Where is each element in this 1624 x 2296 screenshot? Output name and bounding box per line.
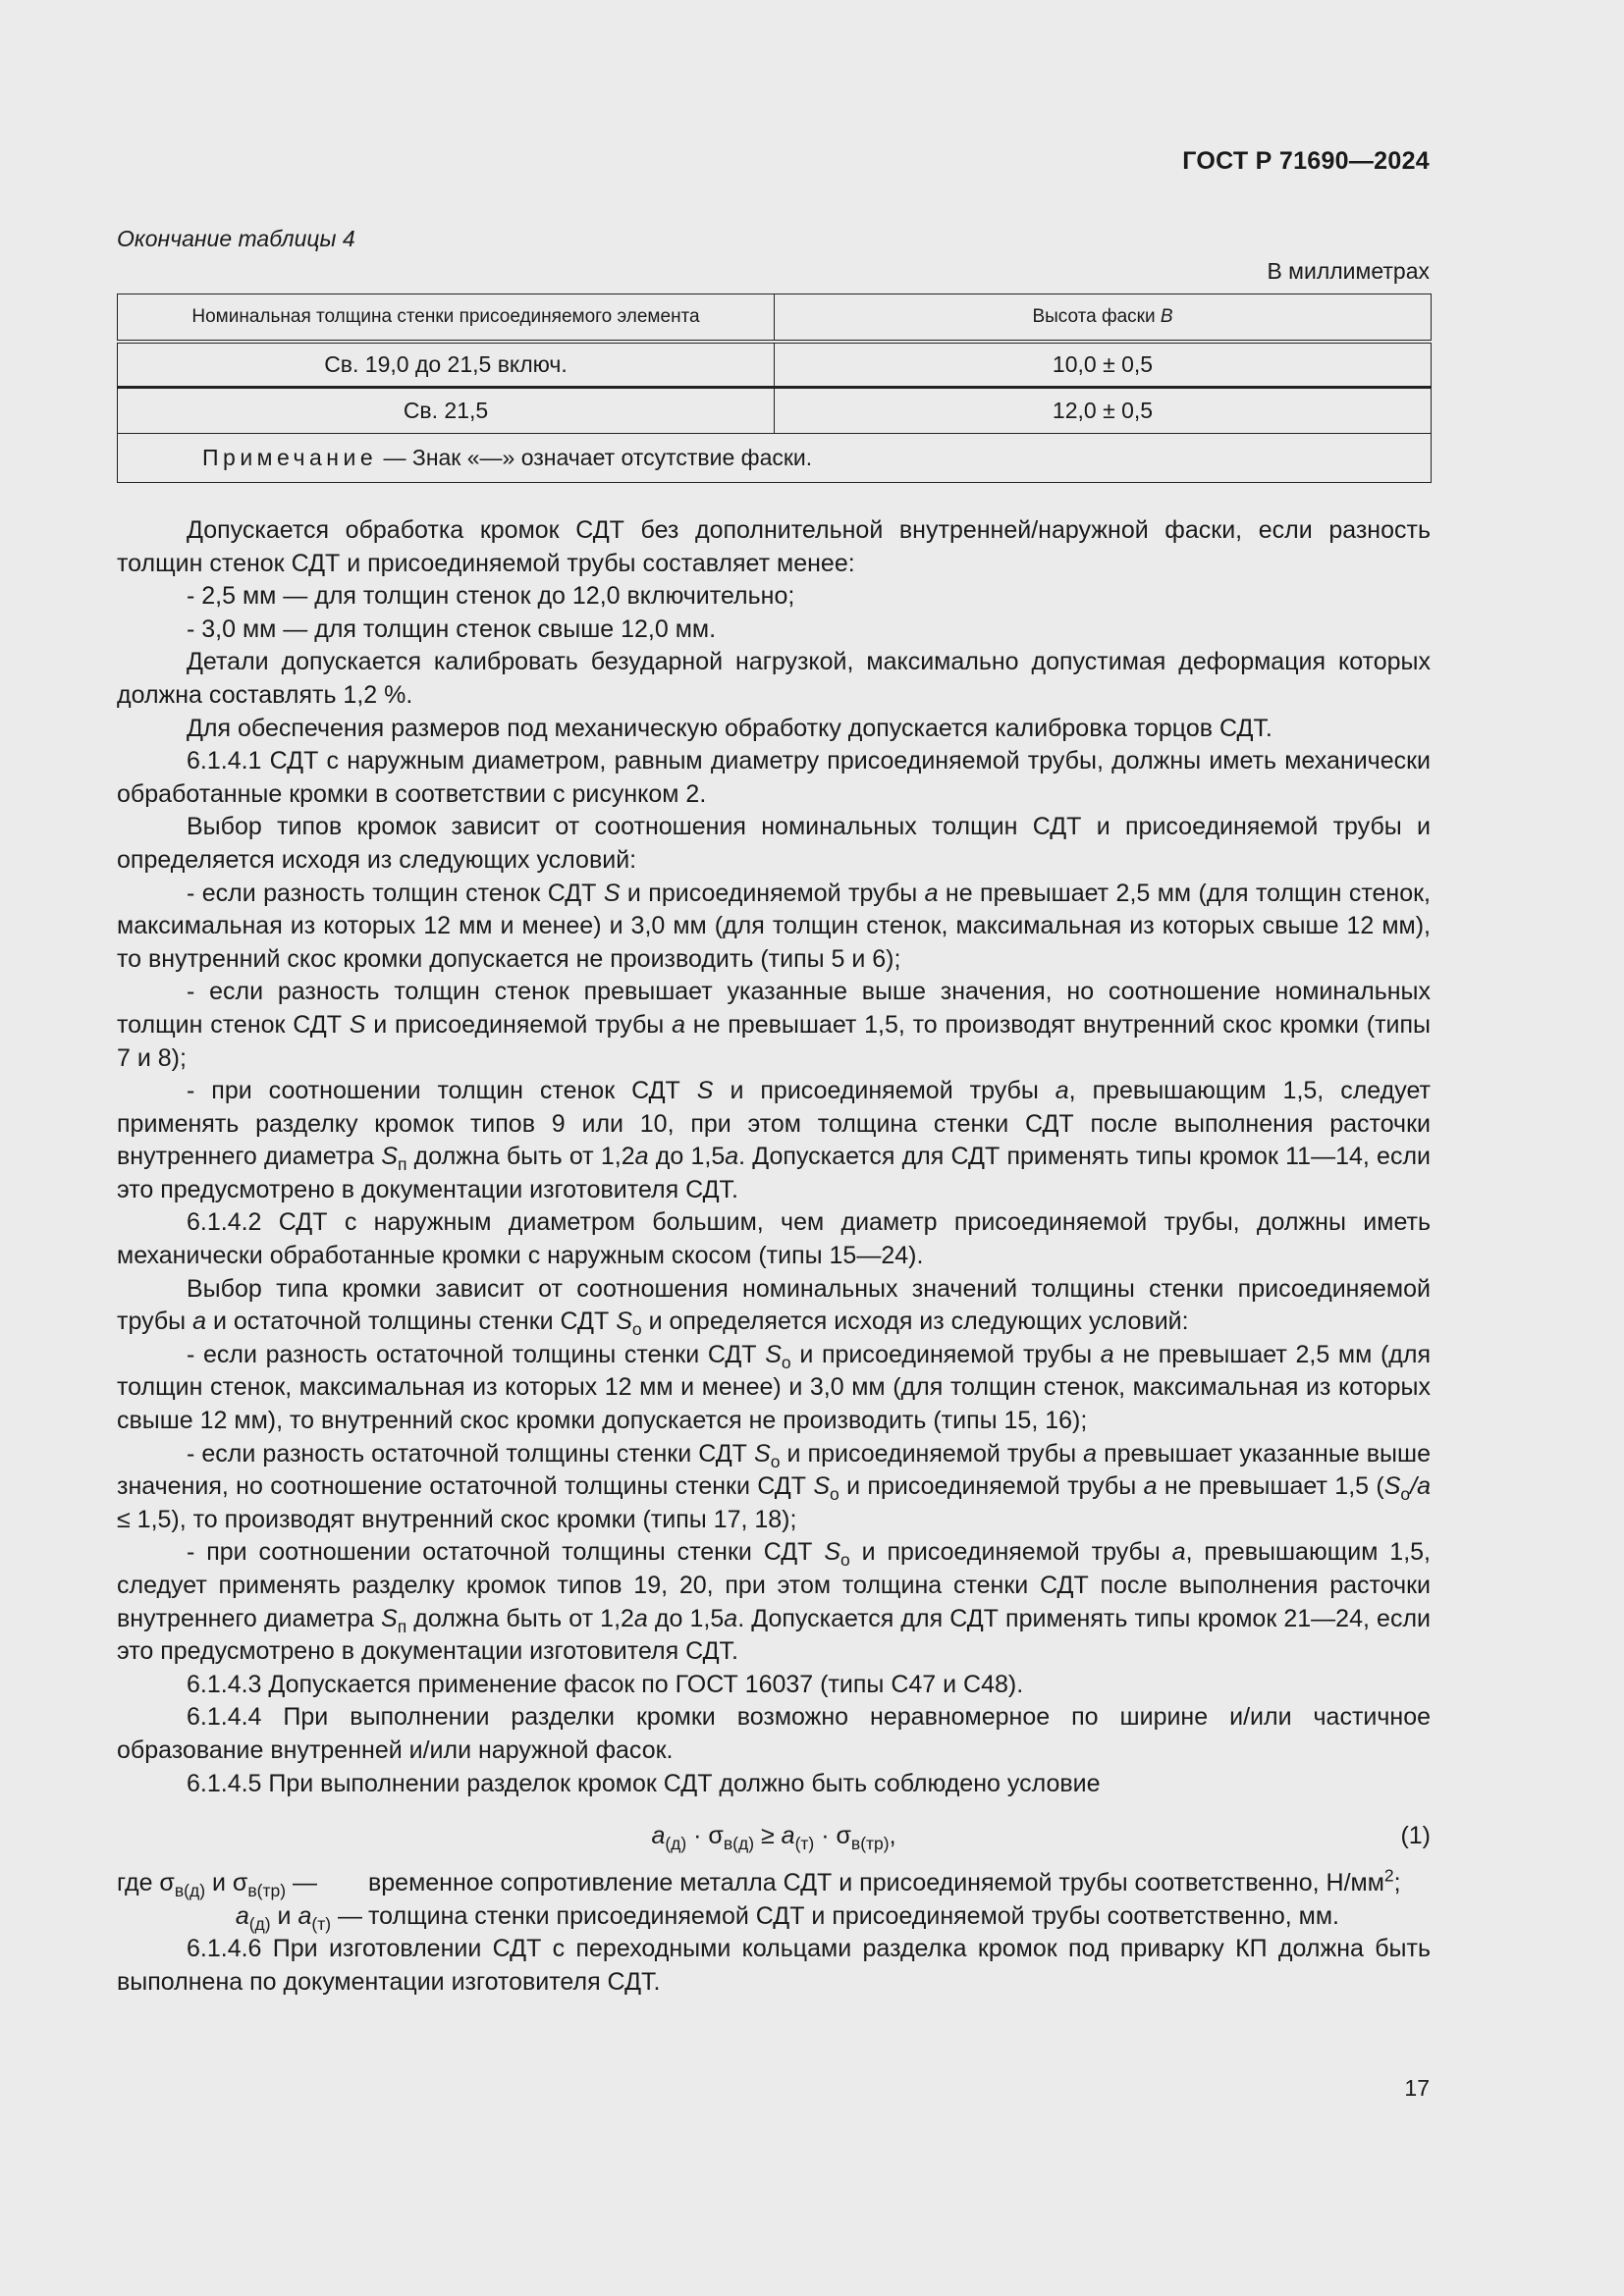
where-desc: толщина стенки присоединяемой СДТ и присоединяемой трубы соответственно, мм. <box>368 1901 1339 1930</box>
text-run: до 1,5 <box>648 1143 726 1171</box>
symbol: a <box>672 1010 685 1039</box>
symbol: S <box>381 1143 398 1171</box>
row-thickness: Св. 19,0 до 21,5 включ. <box>118 342 775 388</box>
symbol: S <box>1383 1472 1401 1501</box>
text-run: не превышает 2,5 мм (для толщин стенок, максимальная из которых 12 мм и менее) и 3,0 мм (для толщин стенок, максимальная из которых свыше 12 мм), то внутренний скос кромки допускается не производить (типы 5 и 6); <box>117 879 1431 973</box>
formula-body <box>651 1822 896 1854</box>
table-row <box>118 388 1432 434</box>
symbol: a <box>1055 1077 1069 1105</box>
col-thickness-header: Номинальная толщина стенки присоединяемого элемента <box>118 294 775 342</box>
list-item <box>117 1075 1431 1206</box>
where-row <box>117 1867 1431 1900</box>
subscript: п <box>397 1616 407 1636</box>
text-run: и σ <box>205 1869 248 1897</box>
formula-text: , <box>889 1822 896 1850</box>
row-chamfer: 10,0 ± 0,5 <box>775 342 1432 388</box>
text-run: не превышает 2,5 мм (для толщин стенок, максимальная из которых 12 мм и менее) и 3,0 мм (для толщин стенок, максимальная из которых свыше 12 мм), то внутренний скос кромки допускается не производить (типы 15, 16); <box>117 1340 1431 1435</box>
text-run: временное сопротивление металла СДТ и присоединяемой трубы соответственно, Н/мм <box>368 1869 1384 1897</box>
text-run: и присоединяемой трубы <box>620 879 925 907</box>
text-run: - при соотношении толщин стенок СДТ <box>187 1077 697 1105</box>
text-run: ; <box>1393 1869 1401 1897</box>
text-run: и присоединяемой трубы <box>839 1472 1144 1501</box>
text-run: и присоединяемой трубы <box>849 1538 1172 1567</box>
superscript: 2 <box>1383 1865 1394 1886</box>
table-caption: Окончание таблицы 4 <box>117 226 355 251</box>
text-run: - если разность остаточной толщины стенки СДТ <box>187 1340 766 1368</box>
formula-text: · σ <box>686 1822 724 1850</box>
symbol: a <box>192 1308 206 1336</box>
formula-symbol: a <box>781 1822 795 1850</box>
text-run: - если разность толщин стенок превышает указанные выше значения, но соотношение номинальных толщин стенок СДТ <box>117 978 1431 1039</box>
chamfer-table <box>117 294 1432 483</box>
text-run: где σ <box>117 1869 175 1897</box>
text-run: — <box>286 1869 317 1897</box>
formula-text: ≥ <box>754 1822 782 1850</box>
col-chamfer-header <box>775 294 1432 342</box>
note-text: — Знак «—» означает отсутствие фаски. <box>377 445 813 470</box>
symbol: a <box>924 879 939 907</box>
table-row <box>118 342 1432 388</box>
symbol: S <box>381 1604 398 1632</box>
formula-symbol: a <box>651 1822 666 1850</box>
symbol: S <box>824 1538 840 1567</box>
where-lhs <box>117 1900 368 1934</box>
text-run: и присоединяемой трубы <box>365 1010 673 1039</box>
symbol: a <box>724 1604 738 1632</box>
note-label: Примечание <box>202 445 378 470</box>
symbol: S <box>813 1472 831 1501</box>
symbol: /a <box>1410 1472 1432 1501</box>
subscript: о <box>830 1484 839 1505</box>
formula-number: (1) <box>1400 1822 1431 1850</box>
symbol: S <box>349 1010 366 1039</box>
subscript: (д) <box>248 1913 271 1934</box>
subscript: в(тр) <box>850 1834 890 1854</box>
paragraph: Для обеспечения размеров под механическую обработку допускается калибровка торцов СДТ. <box>187 714 1272 742</box>
text-run: должна быть от 1,2 <box>406 1604 634 1632</box>
table-header-row <box>118 294 1432 342</box>
text-run: ≤ 1,5), то производят внутренний скос кромки (типы 17, 18); <box>117 1505 797 1533</box>
text-run: и присоединяемой трубы <box>780 1439 1084 1468</box>
table-note <box>118 434 1432 483</box>
text-run: и определяется исходя из следующих условий: <box>641 1308 1189 1336</box>
text-run: до 1,5 <box>647 1604 725 1632</box>
col-chamfer-header-text: Высота фаски <box>1032 305 1161 327</box>
list-item <box>117 1438 1431 1537</box>
text-run: и остаточной толщины стенки СДТ <box>206 1308 617 1336</box>
text-run: - если разность остаточной толщины стенки СДТ <box>187 1439 755 1468</box>
body-text <box>117 514 1431 2000</box>
where-row <box>117 1900 1431 1934</box>
formula-text: · σ <box>814 1822 851 1850</box>
clause-6-1-4-3: 6.1.4.3 Допускается применение фасок по ГОСТ 16037 (типы С47 и С48). <box>187 1670 1024 1698</box>
clause-6-1-4-2: 6.1.4.2 СДТ с наружным диаметром большим, чем диаметр присоединяемой трубы, должны иметь механически обработанные кромки с наружным скосом (типы 15—24). <box>117 1208 1431 1270</box>
symbol: a <box>634 1143 649 1171</box>
text-run: — <box>331 1901 362 1930</box>
table-units: В миллиметрах <box>1267 258 1430 284</box>
symbol: S <box>754 1439 771 1468</box>
list-item <box>117 1536 1431 1668</box>
symbol: a <box>633 1604 648 1632</box>
symbol: a <box>1083 1439 1098 1468</box>
text-run: превышает указанные выше значения, но соотношение остаточной толщины стенки СДТ <box>117 1439 1431 1501</box>
text-run: , превышающим 1,5, следует применять разделку кромок типов 9 или 10, при этом толщина стенки СДТ после выполнения расточки внутреннего диаметра <box>117 1077 1431 1171</box>
row-chamfer: 12,0 ± 0,5 <box>775 388 1432 434</box>
text-run: . Допускается для СДТ применять типы кромок 21—24, если это предусмотрено в документации изготовителя СДТ. <box>117 1604 1431 1666</box>
symbol: S <box>616 1308 632 1336</box>
table-note-row <box>118 434 1432 483</box>
page-number: 17 <box>1404 2075 1430 2101</box>
text-run: не превышает 1,5, то производят внутренний скос кромки (типы 7 и 8); <box>117 1010 1431 1072</box>
text-run: и присоединяемой трубы <box>713 1077 1056 1105</box>
subscript: о <box>781 1352 791 1372</box>
col-chamfer-header-var: B <box>1160 305 1173 327</box>
subscript: (т) <box>311 1913 332 1934</box>
list-item <box>117 878 1431 977</box>
list-item <box>117 976 1431 1075</box>
symbol: a <box>725 1143 739 1171</box>
text-run: не превышает 1,5 ( <box>1157 1472 1384 1501</box>
clause-6-1-4-5: 6.1.4.5 При выполнении разделок кромок СДТ должно быть соблюдено условие <box>187 1769 1101 1797</box>
symbol: S <box>603 879 621 907</box>
subscript: о <box>631 1319 642 1340</box>
symbol: a <box>298 1901 312 1930</box>
text-run: и <box>270 1901 298 1930</box>
subscript: в(д) <box>723 1834 755 1854</box>
symbol: a <box>1143 1472 1158 1501</box>
subscript: о <box>840 1550 850 1571</box>
text-run: - при соотношении остаточной толщины стенки СДТ <box>187 1538 825 1567</box>
paragraph: Детали допускается калибровать безударной нагрузкой, максимально допустимая деформация которых должна составлять 1,2 %. <box>117 648 1431 709</box>
subscript: в(тр) <box>247 1881 287 1901</box>
subscript: в(д) <box>174 1881 206 1901</box>
where-lhs <box>117 1867 368 1900</box>
symbol: a <box>1171 1538 1186 1567</box>
doc-id: ГОСТ Р 71690—2024 <box>1182 147 1430 175</box>
where-clause <box>117 1867 1431 1933</box>
text-run: должна быть от 1,2 <box>406 1143 635 1171</box>
clause-6-1-4-6: 6.1.4.6 При изготовлении СДТ с переходными кольцами разделка кромок под приварку КП должна быть выполнена по документации изготовителя СДТ. <box>117 1935 1431 1996</box>
clause-6-1-4-1: 6.1.4.1 СДТ с наружным диаметром, равным диаметру присоединяемой трубы, должны иметь механически обработанные кромки в соответствии с рисунком 2. <box>117 747 1431 808</box>
subscript: п <box>397 1154 407 1175</box>
subscript: о <box>1400 1484 1411 1505</box>
symbol: S <box>696 1077 714 1105</box>
text-run: . Допускается для СДТ применять типы кромок 11—14, если это предусмотрено в документации изготовителя СДТ. <box>117 1143 1432 1203</box>
paragraph: Допускается обработка кромок СДТ без дополнительной внутренней/наружной фаски, если разность толщин стенок СДТ и присоединяемой трубы составляет менее: <box>117 516 1431 577</box>
paragraph <box>117 1273 1431 1339</box>
text-run: , превышающим 1,5, следует применять разделку кромок типов 19, 20, при этом толщина стенки СДТ после выполнения расточки внутреннего диаметра <box>117 1538 1431 1632</box>
list-item: - 2,5 мм — для толщин стенок до 12,0 включительно; <box>187 582 795 611</box>
subscript: (д) <box>665 1834 687 1854</box>
paragraph: Выбор типов кромок зависит от соотношения номинальных толщин СДТ и присоединяемой трубы и определяется исходя из следующих условий: <box>117 813 1431 874</box>
where-desc <box>368 1867 1431 1900</box>
text-run: Выбор типа кромки зависит от соотношения номинальных значений толщины стенки присоединяемой трубы <box>117 1274 1431 1336</box>
symbol: S <box>765 1340 782 1368</box>
subscript: (т) <box>794 1834 815 1854</box>
clause-6-1-4-4: 6.1.4.4 При выполнении разделки кромки возможно неравномерное по ширине и/или частичное образование внутренней и/или наружной фасок. <box>117 1703 1431 1764</box>
symbol: a <box>235 1901 249 1930</box>
list-item: - 3,0 мм — для толщин стенок свыше 12,0 мм. <box>187 614 717 643</box>
formula-1 <box>117 1814 1431 1857</box>
symbol: a <box>1100 1340 1114 1368</box>
text-run: и присоединяемой трубы <box>790 1340 1101 1368</box>
row-thickness: Св. 21,5 <box>118 388 775 434</box>
text-run: - если разность толщин стенок СДТ <box>187 879 604 907</box>
list-item <box>117 1339 1431 1438</box>
subscript: о <box>770 1451 781 1471</box>
